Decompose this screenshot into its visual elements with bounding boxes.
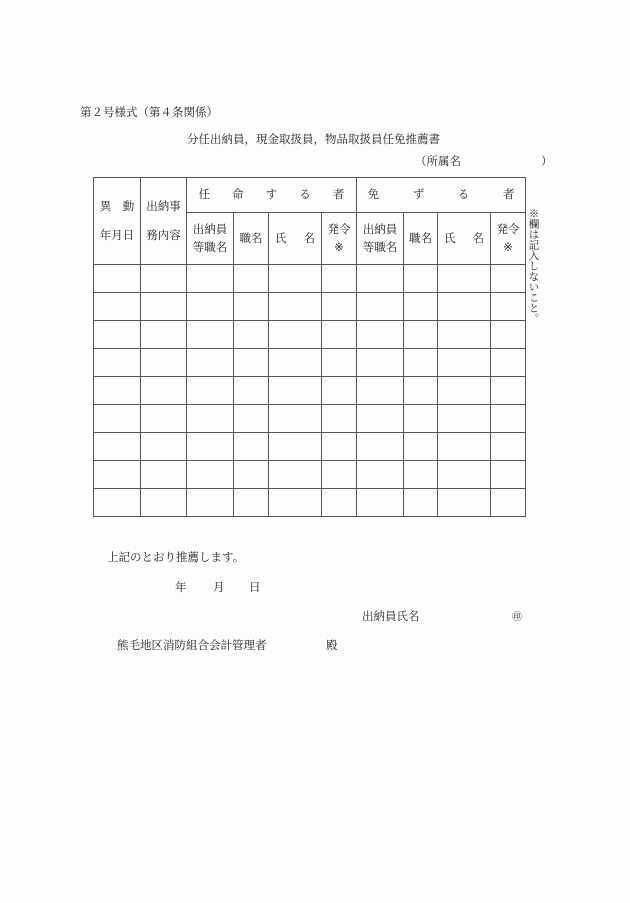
table-row <box>94 433 526 461</box>
table-cell[interactable] <box>269 265 322 293</box>
table-cell[interactable] <box>491 461 526 489</box>
table-cell[interactable] <box>404 489 438 517</box>
table-cell[interactable] <box>141 265 187 293</box>
header-appoint-cashier-title: 出納員 等職名 <box>187 213 234 265</box>
table-cell[interactable] <box>269 377 322 405</box>
table-cell[interactable] <box>269 433 322 461</box>
table-row <box>94 293 526 321</box>
table-row <box>94 265 526 293</box>
table-cell[interactable] <box>322 265 357 293</box>
table-cell[interactable] <box>141 349 187 377</box>
date-line <box>175 579 261 595</box>
table-cell[interactable] <box>322 349 357 377</box>
table-cell[interactable] <box>269 461 322 489</box>
recommend-statement: 上記のとおり推薦します。 <box>107 550 245 564</box>
table-cell[interactable] <box>438 489 491 517</box>
table-cell[interactable] <box>234 461 269 489</box>
table-cell[interactable] <box>94 321 141 349</box>
table-cell[interactable] <box>438 433 491 461</box>
table-cell[interactable] <box>322 461 357 489</box>
table-cell[interactable] <box>141 433 187 461</box>
date-year-label: 年 <box>175 580 187 594</box>
table-cell[interactable] <box>491 433 526 461</box>
table-cell[interactable] <box>404 293 438 321</box>
table-cell[interactable] <box>438 377 491 405</box>
table-cell[interactable] <box>357 377 404 405</box>
table-cell[interactable] <box>94 265 141 293</box>
header-change-date: 異 動 年月日 <box>94 178 141 265</box>
table-row <box>94 405 526 433</box>
table-cell[interactable] <box>404 349 438 377</box>
table-cell[interactable] <box>322 433 357 461</box>
table-cell[interactable] <box>404 377 438 405</box>
affiliation-label: （所属名 <box>415 154 461 168</box>
side-note: ※欄は記入しないこと。 <box>527 208 540 324</box>
table-cell[interactable] <box>187 461 234 489</box>
form-number: 第２号様式（第４条関係） <box>80 105 218 119</box>
table-cell[interactable] <box>187 377 234 405</box>
header-appoint-job-title: 職名 <box>234 213 269 265</box>
table-cell[interactable] <box>269 293 322 321</box>
table-cell[interactable] <box>438 405 491 433</box>
table-cell[interactable] <box>94 489 141 517</box>
cashier-name-label: 出納員氏名 <box>362 609 420 623</box>
table-cell[interactable] <box>322 489 357 517</box>
table-cell[interactable] <box>491 349 526 377</box>
table-cell[interactable] <box>141 377 187 405</box>
table-cell[interactable] <box>404 321 438 349</box>
table-cell[interactable] <box>404 461 438 489</box>
table-cell[interactable] <box>187 349 234 377</box>
table-cell[interactable] <box>491 489 526 517</box>
table-cell[interactable] <box>357 321 404 349</box>
table-cell[interactable] <box>234 321 269 349</box>
affiliation-close: ） <box>541 154 553 168</box>
table-cell[interactable] <box>438 349 491 377</box>
table-cell[interactable] <box>357 349 404 377</box>
header-dismiss-job-title: 職名 <box>404 213 438 265</box>
table-cell[interactable] <box>269 489 322 517</box>
table-cell[interactable] <box>141 461 187 489</box>
header-dismiss-group: 免 ず る 者 <box>357 178 526 213</box>
table-row <box>94 489 526 517</box>
date-month-label: 月 <box>213 580 225 594</box>
header-dismiss-cashier-title: 出納員 等職名 <box>357 213 404 265</box>
table-cell[interactable] <box>234 265 269 293</box>
table-cell[interactable] <box>234 405 269 433</box>
table-cell[interactable] <box>491 321 526 349</box>
table-cell[interactable] <box>357 461 404 489</box>
table-row <box>94 377 526 405</box>
table-cell[interactable] <box>438 265 491 293</box>
table-cell[interactable] <box>94 461 141 489</box>
table-cell[interactable] <box>234 349 269 377</box>
table-cell[interactable] <box>187 405 234 433</box>
table-cell[interactable] <box>234 377 269 405</box>
table-cell[interactable] <box>357 405 404 433</box>
table-cell[interactable] <box>438 461 491 489</box>
document-title: 分任出納員，現金取扱員，物品取扱員任免推薦書 <box>187 132 440 146</box>
table-cell[interactable] <box>141 489 187 517</box>
date-day-label: 日 <box>249 580 261 594</box>
table-cell[interactable] <box>94 349 141 377</box>
table-cell[interactable] <box>322 405 357 433</box>
table-cell[interactable] <box>322 321 357 349</box>
table-cell[interactable] <box>322 293 357 321</box>
table-cell[interactable] <box>491 293 526 321</box>
table-cell[interactable] <box>269 349 322 377</box>
header-appoint-name: 氏 名 <box>269 213 322 265</box>
header-appoint-group: 任 命 す る 者 <box>187 178 357 213</box>
table-cell[interactable] <box>322 377 357 405</box>
table-cell[interactable] <box>269 321 322 349</box>
table-cell[interactable] <box>141 321 187 349</box>
table-cell[interactable] <box>438 321 491 349</box>
table-cell[interactable] <box>94 405 141 433</box>
table-cell[interactable] <box>94 433 141 461</box>
table-cell[interactable] <box>94 377 141 405</box>
table-cell[interactable] <box>357 489 404 517</box>
addressee-honorific: 殿 <box>326 638 338 652</box>
table-cell[interactable] <box>269 405 322 433</box>
table-row <box>94 349 526 377</box>
table-cell[interactable] <box>187 433 234 461</box>
table-cell[interactable] <box>491 405 526 433</box>
seal-icon: ㊞ <box>512 612 522 623</box>
table-row <box>94 321 526 349</box>
table-cell[interactable] <box>404 265 438 293</box>
table-cell[interactable] <box>357 265 404 293</box>
table-cell[interactable] <box>187 321 234 349</box>
header-dismiss-order: 発令 ※ <box>491 213 526 265</box>
table-cell[interactable] <box>357 433 404 461</box>
table-cell[interactable] <box>438 293 491 321</box>
table-cell[interactable] <box>187 265 234 293</box>
table-cell[interactable] <box>357 293 404 321</box>
table-cell[interactable] <box>234 489 269 517</box>
table-cell[interactable] <box>404 433 438 461</box>
table-cell[interactable] <box>404 405 438 433</box>
table-cell[interactable] <box>187 293 234 321</box>
table-cell[interactable] <box>187 489 234 517</box>
table-cell[interactable] <box>94 293 141 321</box>
header-appoint-order: 発令 ※ <box>322 213 357 265</box>
table-cell[interactable] <box>491 377 526 405</box>
appointment-table <box>93 177 526 517</box>
table-cell[interactable] <box>234 433 269 461</box>
table-cell[interactable] <box>141 293 187 321</box>
affiliation-field <box>415 153 553 169</box>
table-cell[interactable] <box>491 265 526 293</box>
header-dismiss-name: 氏 名 <box>438 213 491 265</box>
header-duty-content: 出納事 務内容 <box>141 178 187 265</box>
table-cell[interactable] <box>234 293 269 321</box>
addressee: 熊毛地区消防組合会計管理者 <box>117 638 267 652</box>
table-cell[interactable] <box>141 405 187 433</box>
table-row <box>94 461 526 489</box>
